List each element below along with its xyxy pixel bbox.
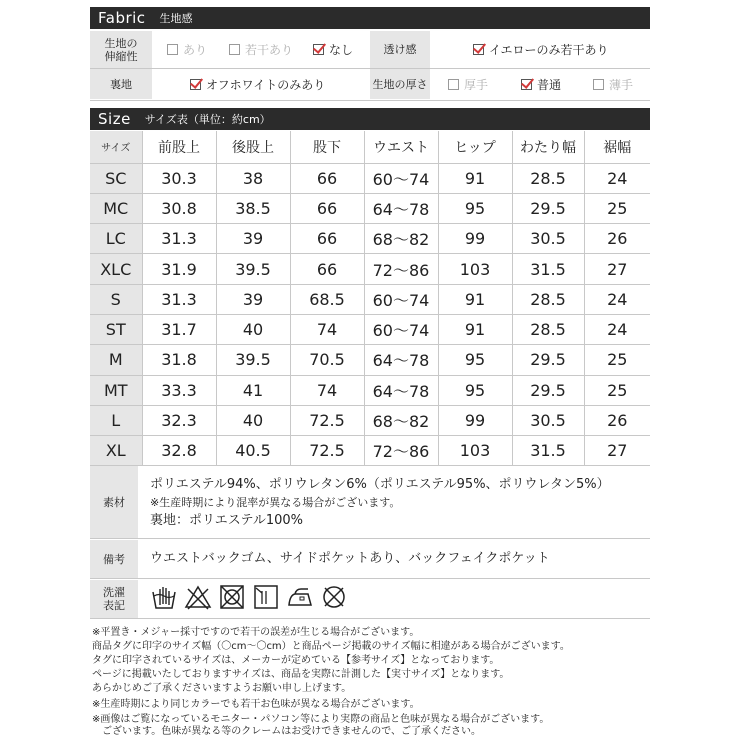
care-icons — [150, 583, 348, 611]
checkbox-icon — [593, 79, 604, 90]
size-table-header-cell: 前股上 — [142, 131, 216, 163]
material-content — [150, 475, 610, 531]
size-value-cell: 103 — [438, 254, 512, 284]
size-subtitle: サイズ表（単位：約cm） — [144, 113, 271, 126]
hand-wash-icon — [150, 583, 178, 611]
fabric-subtitle: 生地感 — [159, 12, 193, 25]
material-divider — [90, 538, 650, 539]
no-bleach-icon — [184, 583, 212, 611]
size-value-cell: 31.9 — [142, 254, 216, 284]
size-value-cell: 31.7 — [142, 314, 216, 344]
material-line1: ポリエステル94%、ポリウレタン6%（ポリエステル95%、ポリウレタン5%） — [150, 477, 610, 492]
size-label-cell: LC — [90, 224, 142, 254]
size-value-cell: 68〜82 — [364, 405, 438, 435]
size-table-header-cell: ウエスト — [364, 131, 438, 163]
footnote-3: タグに印字されているサイズは、メーカーが定めている【参考サイズ】となっております。 — [92, 655, 500, 666]
size-value-cell: 68.5 — [290, 284, 364, 314]
fabric-header — [90, 7, 650, 29]
checked-checkbox-icon — [473, 44, 484, 55]
size-table-row — [90, 314, 650, 344]
size-value-cell: 32.8 — [142, 436, 216, 466]
size-value-cell: 40 — [216, 314, 290, 344]
size-label-cell: L — [90, 405, 142, 435]
size-value-cell: 74 — [290, 314, 364, 344]
care-divider — [90, 618, 650, 619]
footnote-8: ございます。色味が異なる等のクレームはお受けできませんので、ご了承ください。 — [92, 726, 481, 737]
size-value-cell: 72〜86 — [364, 254, 438, 284]
size-value-cell: 60〜74 — [364, 163, 438, 193]
size-value-cell: 68〜82 — [364, 224, 438, 254]
stretch-label: 生地の 伸縮性 — [104, 36, 138, 63]
size-table-header-cell: 後股上 — [216, 131, 290, 163]
thickness-label: 生地の厚さ — [372, 78, 428, 91]
size-header — [90, 108, 650, 130]
size-value-cell: 70.5 — [290, 345, 364, 375]
size-table-row — [90, 284, 650, 314]
size-table-row — [90, 193, 650, 223]
checked-checkbox-icon — [190, 79, 201, 90]
checkbox-icon — [167, 44, 178, 55]
thickness-option-normal: 普通 — [521, 69, 561, 100]
footnote-5: あらかじめご了承くださいますようお願い申し上げます。 — [92, 683, 352, 694]
size-label-cell: ST — [90, 314, 142, 344]
checkbox-icon — [229, 44, 240, 55]
lining-label: 裏地 — [110, 78, 132, 91]
sheer-option: イエローのみ若干あり — [473, 31, 609, 68]
size-label-cell: SC — [90, 163, 142, 193]
size-label-cell: MC — [90, 193, 142, 223]
size-value-cell: 27 — [584, 436, 650, 466]
size-value-cell: 72.5 — [290, 436, 364, 466]
size-table-row — [90, 405, 650, 435]
fabric-title: Fabric — [98, 9, 146, 27]
size-value-cell: 99 — [438, 224, 512, 254]
drip-dry-icon — [252, 583, 280, 611]
size-table-header-cell: ヒップ — [438, 131, 512, 163]
size-value-cell: 26 — [584, 224, 650, 254]
size-value-cell: 66 — [290, 163, 364, 193]
size-value-cell: 64〜78 — [364, 193, 438, 223]
size-value-cell: 91 — [438, 284, 512, 314]
remarks-text: ウエストバックゴム、サイドポケットあり、バックフェイクポケット — [150, 551, 550, 566]
checkbox-icon — [448, 79, 459, 90]
size-value-cell: 31.5 — [512, 254, 584, 284]
size-value-cell: 31.8 — [142, 345, 216, 375]
size-value-cell: 27 — [584, 254, 650, 284]
stretch-option-yes: あり — [167, 31, 207, 68]
size-value-cell: 29.5 — [512, 345, 584, 375]
size-value-cell: 66 — [290, 193, 364, 223]
size-value-cell: 25 — [584, 193, 650, 223]
size-label-cell: M — [90, 345, 142, 375]
size-value-cell: 30.5 — [512, 405, 584, 435]
footnote-1: ※平置き・メジャー採寸ですので若干の誤差が生じる場合がございます。 — [92, 627, 420, 638]
thickness-option-thick: 厚手 — [448, 69, 488, 100]
size-table-header-cell: 裾幅 — [584, 131, 650, 163]
size-title: Size — [98, 110, 131, 128]
size-value-cell: 24 — [584, 314, 650, 344]
size-value-cell: 31.5 — [512, 436, 584, 466]
size-value-cell: 39.5 — [216, 345, 290, 375]
remarks-label: 備考 — [103, 552, 125, 566]
size-value-cell: 95 — [438, 345, 512, 375]
size-value-cell: 32.3 — [142, 405, 216, 435]
material-line2: 裏地：ポリエステル100% — [150, 513, 303, 528]
lining-option: オフホワイトのみあり — [190, 69, 325, 100]
size-table-header-cell: サイズ — [90, 131, 142, 163]
size-value-cell: 30.5 — [512, 224, 584, 254]
size-table — [90, 131, 650, 466]
footnote-4: ページに掲載いたしておりますサイズは、商品を実際に計測した【実寸サイズ】となります。 — [92, 669, 510, 680]
size-value-cell: 38.5 — [216, 193, 290, 223]
size-table-row — [90, 375, 650, 405]
size-value-cell: 40 — [216, 405, 290, 435]
footnote-2: 商品タグに印字のサイズ幅（〇cm〜〇cm）と商品ページ掲載のサイズ幅に相違がある場合がございます。 — [92, 641, 570, 652]
size-value-cell: 29.5 — [512, 193, 584, 223]
footnote-6: ※生産時期により同じカラーでも若干お色味が異なる場合がございます。 — [92, 699, 420, 710]
checked-checkbox-icon — [521, 79, 532, 90]
material-label: 素材 — [103, 495, 125, 509]
size-value-cell: 30.8 — [142, 193, 216, 223]
size-value-cell: 33.3 — [142, 375, 216, 405]
size-value-cell: 66 — [290, 254, 364, 284]
size-value-cell: 60〜74 — [364, 314, 438, 344]
size-value-cell: 66 — [290, 224, 364, 254]
size-value-cell: 95 — [438, 193, 512, 223]
size-table-header-row — [90, 131, 650, 163]
size-value-cell: 38 — [216, 163, 290, 193]
stretch-option-none: なし — [313, 31, 353, 68]
size-table-row — [90, 254, 650, 284]
material-note: ※生産時期により混率が異なる場合がございます。 — [150, 496, 401, 509]
size-value-cell: 26 — [584, 405, 650, 435]
size-value-cell: 39 — [216, 284, 290, 314]
sheer-label: 透け感 — [383, 43, 417, 56]
size-value-cell: 31.3 — [142, 224, 216, 254]
size-value-cell: 64〜78 — [364, 375, 438, 405]
size-table-row — [90, 345, 650, 375]
size-value-cell: 41 — [216, 375, 290, 405]
size-value-cell: 74 — [290, 375, 364, 405]
size-value-cell: 91 — [438, 163, 512, 193]
size-label-cell: S — [90, 284, 142, 314]
size-value-cell: 95 — [438, 375, 512, 405]
size-table-row — [90, 163, 650, 193]
size-value-cell: 40.5 — [216, 436, 290, 466]
footnote-7: ※画像はご覧になっているモニター・パソコン等により実際の商品と色味が異なる場合がございます。 — [92, 714, 550, 725]
size-value-cell: 28.5 — [512, 163, 584, 193]
size-value-cell: 28.5 — [512, 314, 584, 344]
size-table-row — [90, 224, 650, 254]
size-value-cell: 91 — [438, 314, 512, 344]
size-value-cell: 24 — [584, 163, 650, 193]
remarks-divider — [90, 578, 650, 579]
fabric-bottom-divider — [90, 100, 650, 101]
size-value-cell: 103 — [438, 436, 512, 466]
size-value-cell: 39 — [216, 224, 290, 254]
size-value-cell: 39.5 — [216, 254, 290, 284]
size-label-cell: XL — [90, 436, 142, 466]
stretch-option-slight: 若干あり — [229, 31, 293, 68]
size-table-header-cell: 股下 — [290, 131, 364, 163]
iron-low-icon — [286, 583, 314, 611]
size-value-cell: 64〜78 — [364, 345, 438, 375]
size-value-cell: 31.3 — [142, 284, 216, 314]
size-value-cell: 25 — [584, 345, 650, 375]
no-tumble-dry-icon — [218, 583, 246, 611]
size-value-cell: 28.5 — [512, 284, 584, 314]
size-value-cell: 25 — [584, 375, 650, 405]
size-value-cell: 99 — [438, 405, 512, 435]
care-label: 洗濯 表記 — [103, 586, 125, 612]
no-dry-clean-icon — [320, 583, 348, 611]
thickness-option-thin: 薄手 — [593, 69, 633, 100]
size-table-row — [90, 436, 650, 466]
size-value-cell: 60〜74 — [364, 284, 438, 314]
size-value-cell: 72〜86 — [364, 436, 438, 466]
size-table-header-cell: わたり幅 — [512, 131, 584, 163]
size-label-cell: XLC — [90, 254, 142, 284]
size-value-cell: 72.5 — [290, 405, 364, 435]
checked-checkbox-icon — [313, 44, 324, 55]
size-value-cell: 24 — [584, 284, 650, 314]
size-value-cell: 29.5 — [512, 375, 584, 405]
size-label-cell: MT — [90, 375, 142, 405]
size-value-cell: 30.3 — [142, 163, 216, 193]
